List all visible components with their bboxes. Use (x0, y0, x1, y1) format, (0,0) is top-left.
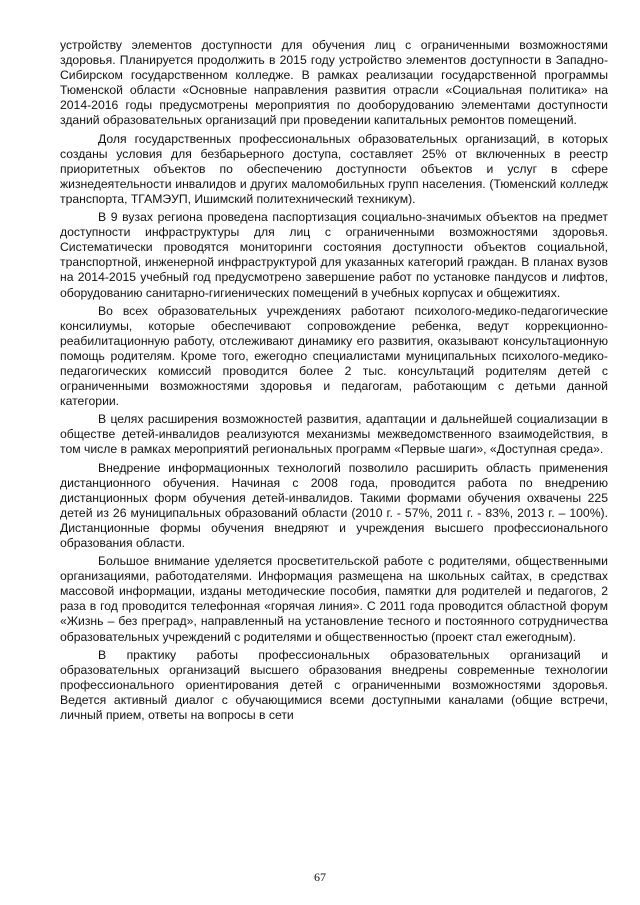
paragraph-barrier-free-share: Доля государственных профессиональных образовательных организаций, в которых созданы условия для безбарьерного доступа, составляет 25% от включенных в реестр приоритетных объектов по обеспечению доступности объектов и услуг в сфере жизнедеятельности инвалидов и других маломобильных групп населения. (Тюменский колледж транспорта, ТГАМЭУП, Ишимский политехнический техникум). (60, 131, 608, 206)
paragraph-university-certification: В 9 вузах региона проведена паспортизация социально-значимых объектов на предмет доступности инфраструктуры для лиц с ограниченными возможностями здоровья. Систематически проводятся мониторинги состояния доступности объектов социальной, транспортной, инженерной инфраструктурой для указанных категорий граждан. В планах вузов на 2014-2015 учебный год предусмотрено завершение работ по установке пандусов и лифтов, оборудованию санитарно-гигиенических помещений в учебных корпусах и общежитиях. (60, 210, 608, 300)
page-number: 67 (314, 870, 326, 884)
paragraph-distance-learning: Внедрение информационных технологий позволило расширить область применения дистанционного обучения. Начиная с 2008 года, проводится работа по внедрению дистанционных форм обучения детей-инвалидов. Такими формами обучения охвачены 225 детей из 26 муниципальных образований области (2010 г. - 57%, 2011 г. - 83%, 2013 г. – 100%). Дистанционные формы обучения внедряют и учреждения высшего профессионального образования области. (60, 460, 608, 550)
paragraph-pmpk-consiliums: Во всех образовательных учреждениях работают психолого-медико-педагогические консилиумы, которые обеспечивают сопровождение ребенка, ведут коррекционно-реабилитационную работу, отслеживают динамику его развития, оказывают консультационную помощь родителям. Кроме того, ежегодно специалистами муниципальных психолого-медико-педагогических комиссий проводится более 2 тыс. консультаций родителям детей с ограниченными возможностями здоровья и педагогам, работающим с детьми данной категории. (60, 303, 608, 409)
paragraph-outreach-work: Большое внимание уделяется просветительской работе с родителями, общественными организациями, работодателями. Информация размещена на школьных сайтах, в средствах массовой информации, изданы методические пособия, памятки для родителей и педагогов, 2 раза в год проводится телефонная «горячая линия». С 2011 года проводится областной форум «Жизнь – без преград», направленный на установление тесного и постоянного сотрудничества образовательных учреждений с родителями и общественностью (проект стал ежегодным). (60, 554, 608, 644)
paragraph-accessibility-elements: устройству элементов доступности для обучения лиц с ограниченными возможностями здоровья. Планируется продолжить в 2015 году устройство элементов доступности в Западно-Сибирском государственном колледже. В рамках реализации государственной программы Тюменской области «Основные направления развития отрасли «Социальная политика» на 2014-2016 годы предусмотрены мероприятия по дооборудованию элементами доступности зданий образовательных организаций при проведении капитальных ремонтов помещений. (60, 38, 608, 128)
document-body (60, 38, 608, 726)
paragraph-socialization: В целях расширения возможностей развития, адаптации и дальнейшей социализации в обществе детей-инвалидов реализуются механизмы межведомственного взаимодействия, в том числе в рамках мероприятий региональных программ «Первые шаги», «Доступная среда». (60, 412, 608, 457)
paragraph-career-guidance: В практику работы профессиональных образовательных организаций и образовательных организаций высшего образования внедрены современные технологии профессионального ориентирования детей с ограниченными возможностями здоровья. Ведется активный диалог с обучающимися всеми доступными каналами (общие встречи, личный прием, ответы на вопросы в сети (60, 647, 608, 723)
